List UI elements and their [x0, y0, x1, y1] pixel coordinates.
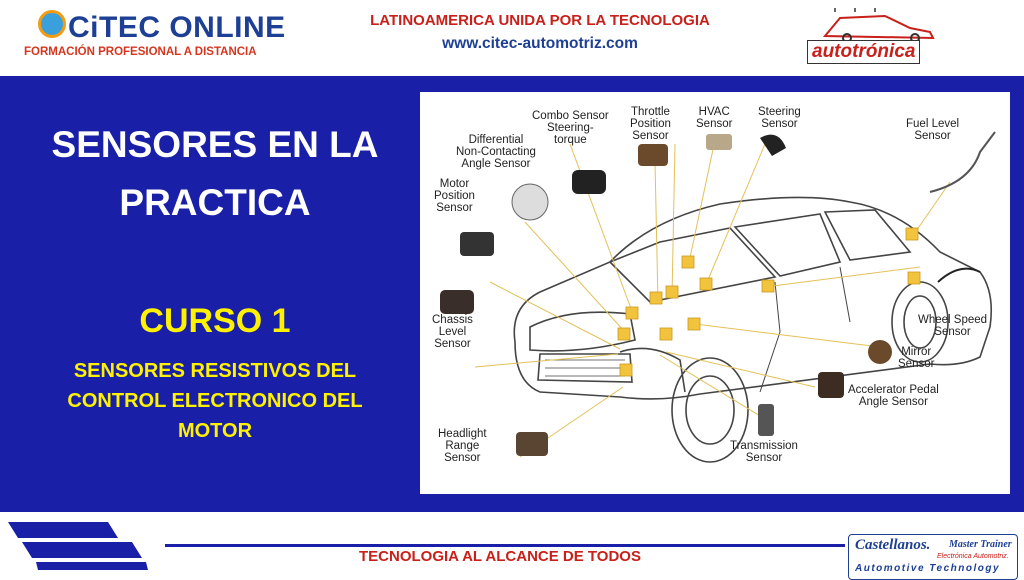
- autotronica-text: autotrónica: [807, 40, 920, 64]
- brand-subtitle: FORMACIÓN PROFESIONAL A DISTANCIA: [24, 46, 257, 58]
- footer: [0, 512, 1024, 576]
- label-headlight-range: Headlight Range Sensor: [438, 428, 487, 464]
- label-combo-sensor: Combo Sensor Steering- torque: [532, 110, 609, 146]
- title-line-1: SENSORES EN LA: [51, 124, 379, 165]
- course-sub-line-1: SENSORES RESISTIVOS DEL: [73, 360, 357, 382]
- label-differential: Differential Non-Contacting Angle Sensor: [456, 134, 536, 170]
- course-sub-line-3: MOTOR: [177, 420, 253, 442]
- page-title: [20, 116, 410, 232]
- label-transmission: Transmission Sensor: [730, 440, 798, 464]
- brand-title: CiTEC ONLINE: [68, 11, 286, 44]
- header-center: [330, 12, 750, 53]
- footer-divider: [165, 544, 845, 547]
- electronica-text: Electrónica Automotriz.: [937, 553, 1009, 560]
- title-banner: [0, 76, 1024, 512]
- label-motor-position: Motor Position Sensor: [434, 178, 475, 214]
- label-hvac: HVAC Sensor: [696, 106, 733, 130]
- title-line-2: PRACTICA: [119, 182, 311, 223]
- footer-tagline: TECNOLOGIA AL ALCANCE DE TODOS: [359, 548, 641, 565]
- label-fuel-level: Fuel Level Sensor: [906, 118, 960, 142]
- header-slogan: LATINOAMERICA UNIDA POR LA TECNOLOGIA: [370, 12, 710, 29]
- castellanos-logo: [848, 534, 1018, 580]
- label-steering: Steering Sensor: [758, 106, 801, 130]
- label-wheel-speed: Wheel Speed Sensor: [918, 314, 988, 338]
- citec-online-logo: [18, 6, 286, 68]
- master-trainer-text: Master Trainer: [949, 539, 1012, 550]
- gear-icon: [38, 10, 66, 38]
- label-chassis-level: Chassis Level Sensor: [432, 314, 473, 350]
- course-subtitle: [20, 356, 410, 446]
- automotive-technology-text: Automotive Technology: [855, 563, 1001, 574]
- header: [0, 0, 1024, 76]
- label-mirror: Mirror Sensor: [898, 346, 935, 370]
- course-sub-line-2: CONTROL ELECTRONICO DEL: [67, 390, 363, 412]
- car-sensors-diagram: [420, 92, 1010, 494]
- website-url[interactable]: www.citec-automotriz.com: [442, 35, 638, 52]
- castellanos-name: Castellanos.: [855, 537, 931, 553]
- course-number: CURSO 1: [139, 302, 291, 340]
- label-throttle-position: Throttle Position Sensor: [630, 106, 671, 142]
- stripes-decoration-icon: [8, 520, 148, 572]
- autotronica-logo: [805, 6, 945, 66]
- label-accelerator-pedal: Accelerator Pedal Angle Sensor: [848, 384, 939, 408]
